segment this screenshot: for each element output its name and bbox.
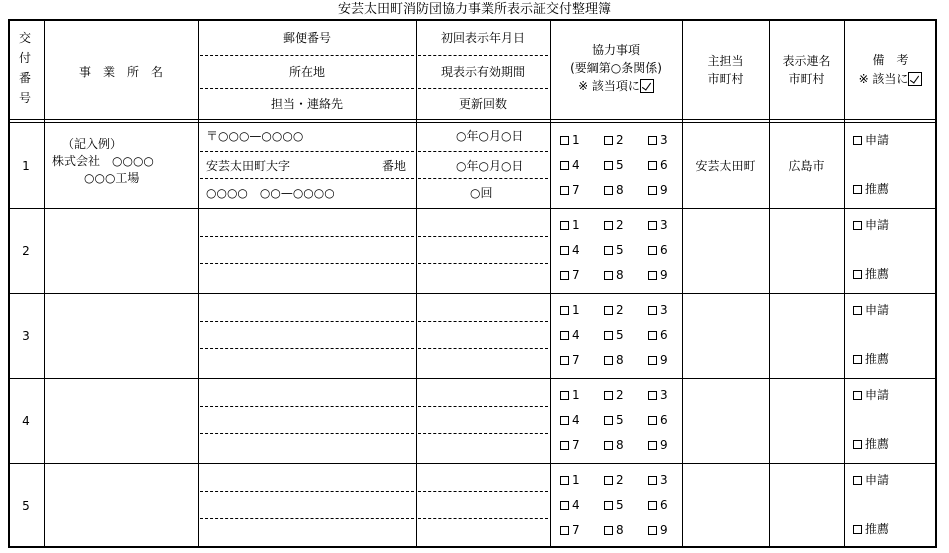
cooperation-item-label: 3 <box>660 218 668 232</box>
cooperation-item-label: 3 <box>660 473 668 487</box>
header-number-char: 号 <box>18 91 31 105</box>
remarks-option-label: 申請 <box>865 133 890 147</box>
cooperation-item-label: 1 <box>572 303 580 317</box>
cooperation-item-label: 4 <box>572 328 580 342</box>
row-number: 4 <box>22 414 30 428</box>
header-office-name: 事 業 所 名 <box>78 65 163 79</box>
office-name-line[interactable]: （記入例） <box>62 137 123 151</box>
remarks-option-label: 申請 <box>865 303 890 317</box>
header-joint-city-line: 表示連名 <box>782 54 831 68</box>
cooperation-item-label: 2 <box>616 303 624 317</box>
address-field[interactable]: 安芸太田町大字 <box>206 159 291 173</box>
header-remarks-note-text: ※ 該当に <box>858 72 909 86</box>
remarks-option-label: 申請 <box>865 218 890 232</box>
remarks-option-label: 申請 <box>865 473 890 487</box>
cooperation-item-label: 3 <box>660 133 668 147</box>
header-cooperation-note-text: ※ 該当項に <box>578 79 640 93</box>
contact-field[interactable]: ○○○○ ○○—○○○○ <box>206 186 335 200</box>
header-renewals: 更新回数 <box>458 97 507 111</box>
validity-field[interactable]: ○年○月○日 <box>456 159 524 173</box>
cooperation-item-label: 4 <box>572 413 580 427</box>
cooperation-item-label: 8 <box>616 438 624 452</box>
header-first-date: 初回表示年月日 <box>440 31 525 45</box>
remarks-option-label: 推薦 <box>865 267 890 281</box>
cooperation-item-label: 6 <box>660 243 668 257</box>
cooperation-item-label: 6 <box>660 328 668 342</box>
cooperation-item-label: 7 <box>572 523 580 537</box>
postal-code-field[interactable]: 〒○○○—○○○○ <box>206 129 304 143</box>
cooperation-item-label: 1 <box>572 218 580 232</box>
header-separator <box>8 119 937 123</box>
row-number: 5 <box>22 499 30 513</box>
cooperation-item-label: 9 <box>660 183 668 197</box>
cooperation-item-label: 8 <box>616 183 624 197</box>
remarks-option-label: 申請 <box>865 388 890 402</box>
remarks-option-label: 推薦 <box>865 522 890 536</box>
cooperation-item-label: 4 <box>572 498 580 512</box>
cooperation-item-label: 6 <box>660 413 668 427</box>
cooperation-item-label: 9 <box>660 353 668 367</box>
cooperation-item-label: 1 <box>572 473 580 487</box>
cooperation-item-label: 7 <box>572 438 580 452</box>
row-number: 2 <box>22 244 30 258</box>
header-number-char: 付 <box>18 51 31 65</box>
cooperation-item-label: 7 <box>572 183 580 197</box>
cooperation-item-label: 7 <box>572 353 580 367</box>
cooperation-item-label: 8 <box>616 353 624 367</box>
remarks-option-label: 推薦 <box>865 182 890 196</box>
cooperation-item-label: 8 <box>616 268 624 282</box>
header-number-char: 交 <box>18 31 31 45</box>
cooperation-item-label: 5 <box>616 158 624 172</box>
address-suffix: 番地 <box>382 159 407 173</box>
cooperation-item-label: 2 <box>616 473 624 487</box>
header-cooperation-sub: (要綱第○条関係) <box>570 61 662 75</box>
header-postal-code: 郵便番号 <box>282 31 331 45</box>
page-title: 安芸太田町消防団協力事業所表示証交付整理簿 <box>337 2 611 17</box>
joint-city-field[interactable]: 広島市 <box>788 159 825 173</box>
row-number: 3 <box>22 329 30 343</box>
cooperation-item-label: 5 <box>616 328 624 342</box>
remarks-option-label: 推薦 <box>865 437 890 451</box>
cooperation-item-label: 2 <box>616 133 624 147</box>
cooperation-item-label: 7 <box>572 268 580 282</box>
cooperation-item-label: 3 <box>660 388 668 402</box>
cooperation-item-label: 1 <box>572 133 580 147</box>
cooperation-item-label: 3 <box>660 303 668 317</box>
header-validity: 現表示有効期間 <box>440 65 525 79</box>
cooperation-item-label: 4 <box>572 243 580 257</box>
cooperation-item-label: 2 <box>616 388 624 402</box>
cooperation-item-label: 6 <box>660 498 668 512</box>
cooperation-item-label: 6 <box>660 158 668 172</box>
header-number-char: 番 <box>18 71 31 85</box>
office-name-line[interactable]: 株式会社 ○○○○ <box>52 154 154 168</box>
cooperation-item-label: 5 <box>616 498 624 512</box>
remarks-option-label: 推薦 <box>865 352 890 366</box>
cooperation-item-label: 9 <box>660 438 668 452</box>
header-main-city-line: 市町村 <box>707 72 744 86</box>
main-city-field[interactable]: 安芸太田町 <box>695 159 756 173</box>
cooperation-item-label: 1 <box>572 388 580 402</box>
first-date-field[interactable]: ○年○月○日 <box>456 129 524 143</box>
renewals-field[interactable]: ○回 <box>470 186 493 200</box>
cooperation-item-label: 2 <box>616 218 624 232</box>
header-address: 所在地 <box>288 65 325 79</box>
cooperation-item-label: 4 <box>572 158 580 172</box>
header-main-city-line: 主担当 <box>707 54 744 68</box>
header-joint-city-line: 市町村 <box>788 72 825 86</box>
cooperation-item-label: 5 <box>616 413 624 427</box>
cooperation-item-label: 5 <box>616 243 624 257</box>
cooperation-item-label: 9 <box>660 268 668 282</box>
table-border <box>8 19 937 548</box>
cooperation-item-label: 8 <box>616 523 624 537</box>
header-contact: 担当・連絡先 <box>270 97 343 111</box>
row-number: 1 <box>22 159 30 173</box>
office-name-line[interactable]: ○○○工場 <box>84 171 140 185</box>
cooperation-item-label: 9 <box>660 523 668 537</box>
header-remarks-title: 備 考 <box>872 53 909 67</box>
header-cooperation-title: 協力事項 <box>591 43 640 57</box>
